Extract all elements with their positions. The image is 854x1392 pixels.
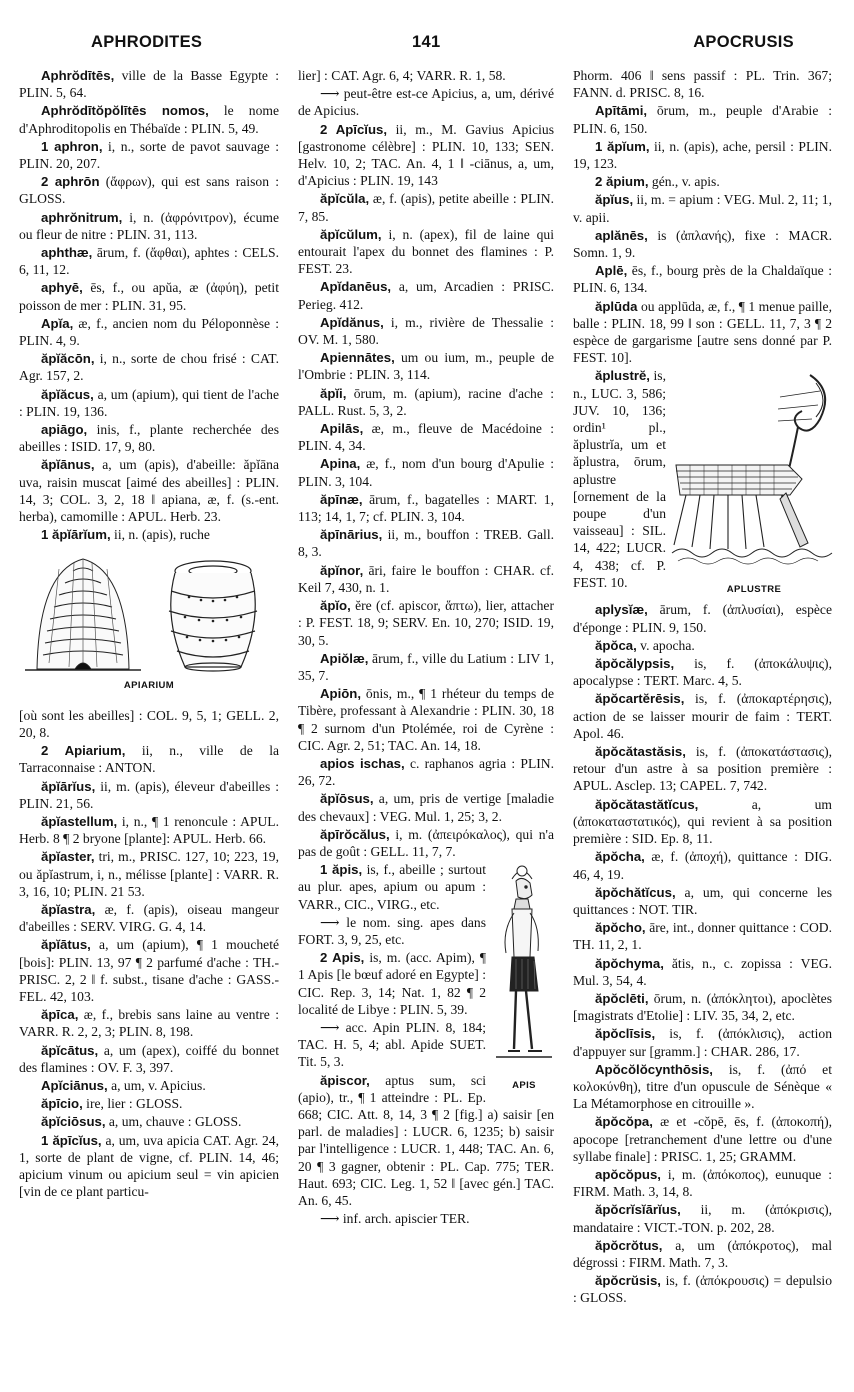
dictionary-entry	[573, 1113, 832, 1165]
entry-headword: ăpĭus,	[595, 192, 634, 208]
entry-definition: is (ἀπλανής), fixe : MACR. Somn. 1, 9.	[573, 227, 832, 261]
dictionary-entry	[19, 421, 279, 455]
entry-headword: ăpŏcha,	[595, 849, 645, 865]
entry-headword: ăpīca,	[41, 1007, 79, 1023]
entry-definition: a, um (apis), d'abeille: ăpĭāna uva, raisin muscat [aimé des abeilles] : PLIN. 14, 3; COL. 3, 2, 18 ‖ apiana, æ, f. (s.-ent. herba), camomille : APUL. Herb. 23.	[19, 457, 279, 525]
entry-headword: Apĭdanēus,	[320, 279, 392, 295]
entry-definition: is, f. (ἀποκαρτέρησις), action de se laisser mourir de faim : TERT. Apol. 46.	[573, 691, 832, 741]
dictionary-entry	[573, 298, 832, 367]
entry-definition: ou applūda, æ, f., ¶ 1 menue paille, balle : PLIN. 18, 99 ‖ son : GELL. 11, 7, 3 ¶ 2 espèce de gargarisme [autre sens donné par P. FEST. 10].	[573, 298, 832, 366]
entry-definition: inis, f., plante recherchée des abeilles : ISID. 17, 9, 80.	[19, 422, 279, 455]
dictionary-entry	[573, 955, 832, 989]
dictionary-entry	[573, 262, 832, 296]
beehive-icon	[19, 551, 279, 675]
running-head-left: APHRODITES	[91, 33, 203, 51]
entry-headword: ăpŏcrŭsis,	[595, 1273, 661, 1289]
entry-definition: ōnis, m., ¶ 1 rhéteur du temps de Tibère, professant à Alexandrie : PLIN. 30, 18 ¶ 2 surnom d'un Ptolémée, roi de Cyrène : CIC. Agr. 2, 51; TAC. An. 14, 18.	[298, 686, 554, 753]
entry-definition: is, f. (ἀπόκρουσις) = depulsio : GLOSS.	[573, 1273, 832, 1306]
entry-headword: ăpīcio,	[41, 1096, 83, 1112]
entry-definition: is, f. (ἀπόκλισις), action d'appuyer sur [gramm.] : CHAR. 286, 17.	[573, 1026, 832, 1059]
entry-headword: ăpŏcho,	[595, 920, 646, 936]
entry-headword: 2 Apis,	[320, 950, 365, 966]
entry-definition: æ, f., nom d'un bourg d'Apulie : PLIN. 3, 104.	[298, 456, 554, 489]
entry-definition: a, um (apex), coiffé du bonnet des flamines : OV. F. 3, 397.	[19, 1042, 279, 1075]
dictionary-entry	[298, 826, 554, 860]
entry-headword: 1 ăpĭum,	[595, 138, 650, 154]
entry-headword: ăpŏclēti,	[595, 990, 649, 1006]
entry-headword: ăpĭnor,	[320, 562, 364, 578]
dictionary-entry	[298, 1210, 554, 1227]
entry-definition: ii, n. (apis), ache, persil : PLIN. 19, 123.	[573, 138, 832, 172]
entry-headword: 1 ăpis,	[320, 862, 363, 878]
entry-headword: ăpĭcŭlum,	[320, 226, 382, 242]
dictionary-entry	[19, 102, 279, 136]
dictionary-entry	[573, 884, 832, 918]
entry-headword: ăpŏca,	[595, 637, 637, 653]
column-3-entries-continued	[573, 601, 832, 1306]
dictionary-entry	[573, 990, 832, 1024]
ship-stern-icon	[670, 367, 838, 579]
column-1-entries	[19, 67, 279, 543]
entry-definition: is, f. (ἀποκατάστασις), retour d'un astre à sa position première : APUL. Asclep. 13; CAPEL. 7, 742.	[573, 744, 832, 794]
dictionary-entry	[573, 637, 832, 654]
dictionary-entry	[298, 685, 554, 754]
entry-headword: ăpŏchătĭcus,	[595, 884, 676, 900]
entry-definition: ii, n., ville de la Tarraconnaise : ANTON.	[19, 743, 280, 776]
column-2	[298, 67, 554, 1228]
dictionary-entry	[573, 690, 832, 742]
entry-definition: a, um (apium), ¶ 1 moucheté [bois]: PLIN. 13, 97 ¶ 2 parfumé d'ache : TH.-PRISC. 2, 2 ‖ f. subst., tisane d'ache : GASS.-FEL. 42, 103.	[19, 937, 279, 1004]
entry-headword: ăplūda	[595, 298, 638, 314]
entry-definition: ii, m. (ἀπόκρισις), mandataire : VICT.-TON. p. 202, 28.	[573, 1202, 832, 1235]
entry-headword: Apina,	[320, 456, 361, 472]
dictionary-entry	[573, 1025, 832, 1059]
entry-headword: ăpĭciōsus,	[41, 1114, 106, 1130]
dictionary-entry	[298, 526, 554, 560]
dictionary-entry	[19, 778, 279, 812]
entry-definition: a, um, Arcadien : PRISC. Perieg. 412.	[298, 279, 554, 312]
entry-definition: a, um, uva apicia CAT. Agr. 24, 1, sorte de plant de vigne, cf. PLIN. 14, 46; apicium vinum ou apicium seul = vin apicien [vin de ce plant particu-	[19, 1132, 280, 1200]
dictionary-entry	[573, 191, 832, 225]
entry-headword: Apiennātes,	[320, 350, 395, 366]
dictionary-entry	[19, 315, 279, 349]
entry-definition: is, f. (ἀπό et κολοκύνθη), titre d'un opuscule de Sénèque « La Métamorphose en citrouille ».	[573, 1061, 832, 1112]
entry-headword: ăpĭōsus,	[320, 791, 374, 807]
apis-illustration	[492, 861, 556, 1091]
dictionary-entry	[19, 350, 279, 384]
entry-definition: [où sont les abeilles] : COL. 9, 5, 1; GELL. 2, 20, 8.	[19, 707, 279, 740]
entry-definition: ville de la Basse Egypte : PLIN. 5, 64.	[19, 68, 279, 101]
entry-headword: ăpŏcŏpa,	[595, 1114, 653, 1130]
column-1	[19, 67, 279, 1201]
entry-definition: āre, int., donner quittance : COD. TH. 11, 2, 1.	[573, 920, 832, 953]
entry-headword: ăpĭo,	[320, 598, 351, 614]
entry-definition: ii, m. = apium : VEG. Mul. 2, 11; 1, v. apii.	[573, 192, 832, 225]
entry-definition: a, um, v. Apicius.	[107, 1077, 206, 1093]
entry-definition: is, f., abeille ; surtout au plur. apes, apium ou apum : VARR., CIC., VIRG., etc.	[298, 862, 486, 912]
aplustre-caption: APLUSTRE	[726, 584, 782, 596]
dictionary-entry	[573, 1166, 832, 1200]
entry-definition: i, m. (ἀπόκοπος), eunuque : FIRM. Math. 3, 14, 8.	[573, 1166, 832, 1200]
dictionary-entry	[573, 1201, 832, 1235]
entry-headword: aphthæ,	[41, 245, 93, 261]
dictionary-entry	[573, 1061, 832, 1113]
entry-definition: a, um (ἀπόκροτος), mal dégrossi : FIRM. Math. 7, 3.	[573, 1237, 832, 1270]
dictionary-entry	[19, 813, 279, 847]
entry-definition: lier] : CAT. Agr. 6, 4; VARR. R. 1, 58.	[298, 68, 506, 83]
entry-headword: ăpĭăcus,	[41, 386, 94, 402]
entry-definition: ⟶ acc. Apin PLIN. 8, 184; TAC. H. 5, 4; abl. Apide SUET. Tit. 5, 3.	[298, 1019, 486, 1070]
entry-headword: ăpĭi,	[320, 385, 347, 401]
entry-definition: i, n., ¶ 1 renoncule : APUL. Herb. 8 ¶ 2 bryone [plante]: APUL. Herb. 66.	[19, 813, 279, 847]
bull-headed-figure-icon	[492, 861, 556, 1075]
dictionary-entry	[573, 743, 832, 795]
apis-caption: APIS	[512, 1080, 536, 1092]
entry-definition: æ, f., ancien nom du Péloponnèse : PLIN. 4, 9.	[19, 315, 279, 349]
aplustre-illustration	[670, 367, 838, 597]
dictionary-entry	[298, 226, 554, 278]
entry-definition: ⟶ le nom. sing. apes dans FORT. 3, 9, 25, etc.	[298, 914, 486, 947]
entry-headword: ăpīnārius,	[320, 527, 383, 543]
entry-definition: ire, lier : GLOSS.	[82, 1096, 183, 1112]
running-head-right: APOCRUSIS	[693, 33, 794, 51]
dictionary-entry	[298, 491, 554, 525]
entry-headword: ăpĭastra,	[41, 901, 96, 917]
entry-definition: i, n., sorte de chou frisé : CAT. Agr. 157, 2.	[19, 351, 279, 384]
entry-definition: i, n. (ἀφρόνιτρον), écume ou fleur de nitre : PLIN. 31, 113.	[19, 209, 279, 242]
entry-definition: ătis, n., c. zopissa : VEG. Mul. 3, 54, 4.	[573, 955, 832, 988]
entry-definition: tri, m., PRISC. 127, 10; 223, 19, ou ăpĭastrum, i, n., mélisse [plante] : VARR. R. 3, 16, 10; PLIN. 21 53.	[19, 849, 279, 899]
entry-definition: æ, m., fleuve de Macédoine : PLIN. 4, 34.	[298, 421, 554, 454]
entry-headword: ăpĭaster,	[41, 849, 95, 865]
entry-definition: a, um, chauve : GLOSS.	[105, 1114, 242, 1130]
entry-definition: c. raphanos agria : PLIN. 26, 72.	[298, 755, 555, 789]
dictionary-entry	[19, 456, 279, 525]
column-2-entries-continued	[298, 1072, 554, 1228]
entry-headword: 1 ăpĭārĭum,	[41, 527, 111, 543]
dictionary-entry	[298, 85, 554, 119]
entry-definition: æ, f. (apis), oiseau mangeur d'abeilles : SERV. VIRG. G. 4, 14.	[19, 901, 279, 935]
entry-headword: ăpŏchyma,	[595, 955, 664, 971]
entry-headword: 1 aphron,	[41, 138, 103, 154]
entry-headword: ăpŏcătastăsis,	[595, 744, 686, 760]
aplustre-section	[573, 367, 832, 596]
dictionary-entry	[19, 742, 279, 776]
dictionary-entry	[573, 67, 832, 101]
dictionary-entry	[573, 173, 832, 190]
entry-headword: Aphrŏdītēs,	[41, 68, 115, 83]
dictionary-entry	[573, 1237, 832, 1271]
dictionary-entry	[19, 67, 279, 101]
entry-definition: ārum, f. (ἀπλυσίαι), espèce d'éponge : PLIN. 9, 150.	[573, 602, 832, 635]
entry-headword: ăplustrĕ,	[595, 368, 650, 384]
column-1-entries-continued	[19, 707, 279, 1201]
dictionary-entry	[19, 138, 279, 172]
dictionary-entry	[298, 790, 554, 824]
entry-headword: apios ischas,	[320, 755, 405, 771]
entry-headword: apŏcŏpus,	[595, 1166, 661, 1182]
column-3	[573, 67, 832, 1308]
dictionary-entry	[19, 1113, 279, 1130]
entry-headword: Apĭa,	[41, 315, 74, 331]
entry-headword: 2 Apīcĭus,	[320, 121, 388, 137]
entry-definition: āri, faire le bouffon : CHAR. cf. Keil 7, 430, n. 1.	[298, 562, 554, 595]
dictionary-entry	[573, 102, 832, 136]
entry-headword: ăpiscor,	[320, 1072, 370, 1088]
entry-definition: i, m., rivière de Thessalie : OV. M. 1, 580.	[298, 314, 554, 348]
entry-headword: ăpĭastellum,	[41, 813, 118, 829]
entry-definition: le nome d'Aphroditopolis en Thébaïde : PLIN. 5, 49.	[19, 103, 280, 136]
entry-definition: a, um (apium), qui tient de l'ache : PLIN. 19, 136.	[19, 386, 279, 419]
column-3-entries	[573, 67, 832, 366]
entry-headword: Apĭciānus,	[41, 1077, 108, 1093]
entry-definition: æ, f. (apis), petite abeille : PLIN. 7, 85.	[298, 191, 554, 224]
dictionary-entry	[19, 1095, 279, 1112]
dictionary-entry	[19, 1132, 279, 1201]
dictionary-entry	[19, 901, 279, 935]
entry-definition: v. apocha.	[636, 637, 695, 653]
entry-definition: (ἄφρων), qui est sans raison : GLOSS.	[19, 174, 279, 207]
page-number: 141	[412, 33, 441, 51]
dictionary-entry	[298, 349, 554, 383]
entry-headword: ăpŏcrŏtus,	[595, 1237, 663, 1253]
entry-headword: ăpŏcătastătĭcus,	[595, 796, 699, 812]
entry-headword: ăpīnæ,	[320, 491, 363, 507]
dictionary-entry	[298, 597, 554, 649]
entry-definition: is, n., LUC. 3, 586; JUV. 10, 136; ordin¹ pl., ăplustrĭa, um et ăplustra, ōrum, aplustre [ornement de la poupe d'un vaisseau] : SIL. 14, 422; LUCR. 4, 438; cf. P. FEST. 10.	[573, 368, 666, 590]
entry-definition: ĕre (cf. apiscor, ἅπτω), lier, attacher : P. FEST. 18, 9; SERV. En. 10, 270; ISID. 19, 30, 5.	[298, 598, 554, 648]
entry-headword: ăpŏcrĭsĭārĭus,	[595, 1202, 681, 1218]
entry-headword: Apilās,	[320, 421, 364, 437]
entry-headword: ăpĭānus,	[41, 457, 95, 473]
dictionary-entry	[298, 420, 554, 454]
entry-headword: Aplē,	[595, 263, 628, 279]
dictionary-entry	[19, 936, 279, 1005]
entry-definition: ōrum, n. (ἀπόκλητοι), apoclètes [magistrats d'Etolie] : LIV. 35, 34, 2, etc.	[573, 990, 832, 1024]
entry-definition: gén., v. apis.	[648, 174, 720, 190]
entry-definition: ⟶ inf. arch. apiscier TER.	[320, 1211, 470, 1227]
dictionary-entry	[298, 121, 554, 190]
entry-headword: ăpĭcātus,	[41, 1042, 99, 1058]
dictionary-entry	[19, 279, 279, 313]
entry-headword: apiāgo,	[41, 422, 88, 438]
apiarium-caption: APIARIUM	[123, 680, 175, 692]
entry-definition: a, um, qui concerne les quittances : NOT. TIR.	[573, 884, 832, 917]
dictionary-entry	[573, 848, 832, 882]
dictionary-entry	[19, 526, 279, 543]
entry-headword: 1 ăpīcĭus,	[41, 1132, 102, 1148]
entry-headword: Apiōn,	[320, 686, 362, 702]
dictionary-entry	[298, 755, 554, 789]
entry-headword: Apĭdănus,	[320, 314, 384, 330]
dictionary-entry	[19, 848, 279, 900]
entry-definition: ii, n. (apis), ruche	[110, 527, 210, 543]
dictionary-entry	[19, 1042, 279, 1076]
dictionary-entry	[298, 278, 554, 312]
dictionary-entry	[298, 455, 554, 489]
dictionary-entry	[298, 67, 554, 84]
entry-definition: ii, m. (apis), éleveur d'abeilles : PLIN. 21, 56.	[19, 778, 279, 811]
entry-definition: æ et -cŏpē, ēs, f. (ἀποκοπή), apocope [retranchement d'une lettre ou d'une syllabe finale] : PRISC. 1, 25; GRAMM.	[573, 1114, 832, 1164]
entry-definition: ōrum, m., peuple d'Arabie : PLIN. 6, 150.	[573, 103, 832, 136]
entry-definition: i, m. (ἀπειρόκαλος), qui n'a pas de goût : GELL. 11, 7, 7.	[298, 826, 554, 859]
dictionary-entry	[573, 1272, 832, 1306]
entry-definition: Phorm. 406 ‖ sens passif : PL. Trin. 367; FANN. d. PRISC. 8, 16.	[573, 68, 832, 101]
entry-headword: ăpŏclīsis,	[595, 1026, 656, 1042]
entry-definition: aptus sum, sci (apio), tr., ¶ 1 atteindre : PL. Ep. 668; CIC. Att. 8, 14, 3 ¶ 2 [fig.] a) saisir [en parl. de maladies] : LUCR. 6, 1235; b) saisir par l'intelligence : LUCR. 1, 448; TAC. An. 6, 20 ¶ 3 gagner, obtenir : PL. Cap. 775; TER. Haut. 693; CIC. Leg. 1, 52 ‖ [avec gén.] TAC. An. 6, 45.	[298, 1072, 554, 1208]
dictionary-entry	[19, 1006, 279, 1040]
entry-headword: ăpĭātus,	[41, 937, 91, 953]
entry-headword: aplysĭæ,	[595, 602, 648, 618]
entry-headword: aplănēs,	[595, 227, 648, 243]
entry-headword: ăpĭārĭus,	[41, 778, 96, 794]
entry-definition: ii, m., M. Gavius Apicius [gastronome célèbre] : PLIN. 10, 133; SEN. Helv. 10, 2; TAC. An. 4, 1 ‖ -ciānus, a, um, d'Apicius : PLIN. 19, 143	[298, 121, 554, 189]
entry-headword: ăpŏcălypsis,	[595, 656, 675, 672]
column-2-entries	[298, 67, 554, 860]
entry-definition: ārum, f., ville du Latium : LIV 1, 35, 7.	[298, 650, 554, 683]
entry-headword: ăpĭăcōn,	[41, 351, 95, 367]
apiarium-illustration	[19, 551, 279, 675]
dictionary-entry	[573, 138, 832, 172]
entry-headword: ăpŏcartĕrēsis,	[595, 691, 685, 707]
dictionary-entry	[19, 173, 279, 207]
dictionary-entry	[573, 796, 832, 848]
dictionary-entry	[298, 562, 554, 596]
entry-definition: ēs, f., bourg près de la Chaldaïque : PLIN. 6, 134.	[573, 263, 832, 296]
page-header	[0, 33, 854, 57]
entry-definition: is, f. (ἀποκάλυψις), apocalypse : TERT. Marc. 4, 5.	[573, 656, 832, 689]
entry-definition: ōrum, m. (apium), racine d'ache : PALL. Rust. 5, 3, 2.	[298, 385, 554, 418]
dictionary-entry	[19, 707, 279, 741]
entry-definition: ēs, f., ou apŭa, æ (ἀφύη), petit poisson de mer : PLIN. 31, 95.	[19, 280, 279, 313]
dictionary-entry	[19, 209, 279, 243]
dictionary-entry	[298, 190, 554, 224]
dictionary-entry	[19, 1077, 279, 1094]
entry-headword: ăpīrŏcălus,	[320, 826, 390, 842]
dictionary-entry	[298, 650, 554, 684]
dictionary-entry	[298, 314, 554, 348]
dictionary-entry	[573, 919, 832, 953]
entry-headword: 2 Apiarium,	[41, 743, 126, 759]
entry-definition: a, um, pris de vertige [maladie des chevaux] : VEG. Mul. 1, 25; 3, 2.	[298, 791, 554, 824]
entry-definition: um ou ium, m., peuple de l'Ombrie : PLIN. 3, 114.	[298, 350, 554, 383]
entry-definition: i, n. (apex), fil de laine qui entourait l'apex du bonnet des flamines : P. FEST. 23.	[298, 226, 554, 277]
dictionary-entry	[573, 601, 832, 635]
entry-definition: ii, m., bouffon : TREB. Gall. 8, 3.	[298, 527, 554, 560]
entry-definition: ārum, f. (ἄφθαι), aphtes : CELS. 6, 11, 12.	[19, 245, 279, 278]
entry-headword: aphyē,	[41, 280, 83, 296]
entry-definition: a, um (ἀποκαταστατικός), qui revient à sa position première : SID. Ep. 8, 11.	[573, 796, 832, 847]
entry-headword: Apiŏlæ,	[320, 650, 369, 666]
entry-headword: Aphrŏdītŏpŏlītēs nomos,	[41, 103, 209, 119]
entry-headword: Apītāmi,	[595, 103, 648, 119]
dictionary-entry	[298, 385, 554, 419]
entry-headword: 2 ăpium,	[595, 174, 649, 190]
entry-definition: ⟶ peut-être est-ce Apicius, a, um, dérivé de Apicius.	[298, 86, 554, 119]
entry-definition: æ, f., brebis sans laine au ventre : VARR. R. 2, 2, 3; PLIN. 8, 198.	[19, 1007, 279, 1040]
dictionary-entry	[19, 244, 279, 278]
dictionary-entry	[19, 386, 279, 420]
dictionary-entry	[573, 655, 832, 689]
entry-headword: aphrŏnitrum,	[41, 209, 123, 225]
entry-definition: i, n., sorte de pavot sauvage : PLIN. 20, 207.	[19, 138, 279, 172]
dictionary-entry	[573, 227, 832, 261]
entry-headword: ăpĭcŭla,	[320, 191, 370, 207]
entry-definition: ārum, f., bagatelles : MART. 1, 113; 14, 1, 7; cf. PLIN. 3, 104.	[298, 491, 554, 525]
entry-headword: Apŏcŏlŏcynthōsis,	[595, 1061, 713, 1077]
entry-definition: æ, f. (ἀποχή), quittance : DIG. 46, 4, 19.	[573, 849, 832, 882]
entry-headword: 2 aphrōn	[41, 174, 100, 190]
entry-definition: is, m. (acc. Apim), ¶ 1 Apis [le bœuf adoré en Egypte] : CIC. Rep. 3, 14; Nat. 1, 82 ¶ 2 localité de Libye : PLIN. 5, 39.	[298, 950, 487, 1017]
